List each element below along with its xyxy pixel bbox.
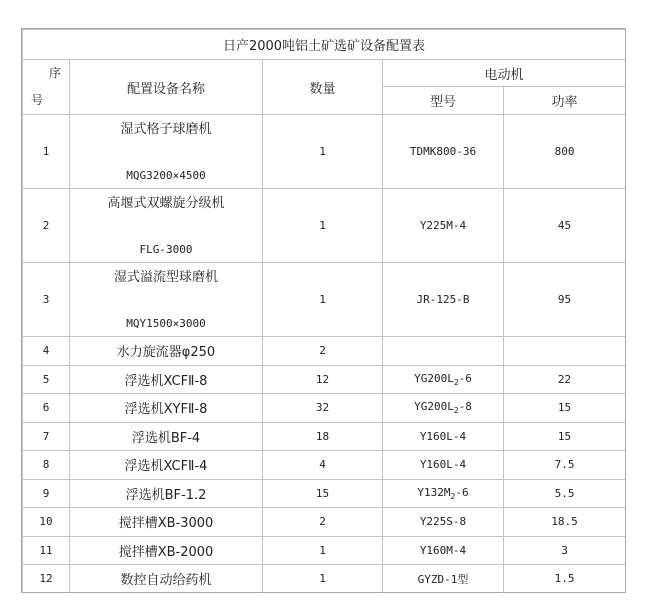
table-row: [22, 336, 625, 365]
table-row: [22, 507, 625, 536]
model-cell: JR-125-B: [382, 262, 503, 336]
model-cell: [382, 365, 503, 394]
table-title: 日产2000吨铝土矿选矿设备配置表: [22, 29, 625, 59]
table-row: [22, 188, 625, 262]
seq-header: [22, 59, 69, 114]
name-cell: [69, 114, 262, 188]
power-cell: 7.5: [503, 450, 625, 479]
seq-cell: 10: [22, 507, 69, 536]
qty-cell: 4: [262, 450, 382, 479]
table-row: [22, 564, 625, 593]
model-subscript: 2: [453, 377, 459, 387]
name-header: 配置设备名称: [69, 59, 262, 114]
name-cell: 水力旋流器φ250: [69, 336, 262, 365]
name-cell: 浮选机BF-4: [69, 422, 262, 451]
power-cell: 45: [503, 188, 625, 262]
power-cell: 95: [503, 262, 625, 336]
model-suffix: -6: [455, 485, 469, 499]
power-cell: 1.5: [503, 564, 625, 593]
name-line: 高堰式双螺旋分级机: [107, 195, 225, 211]
name-cell: 浮选机XYFⅡ-8: [69, 393, 262, 422]
qty-cell: 1: [262, 536, 382, 565]
seq-cell: 11: [22, 536, 69, 565]
spec-line: FLG-3000: [139, 242, 193, 256]
seq-header-line2: 号: [31, 93, 44, 107]
table-row: [22, 114, 625, 188]
name-cell: 浮选机XCFⅡ-4: [69, 450, 262, 479]
seq-cell: 5: [22, 365, 69, 394]
seq-cell: 3: [22, 262, 69, 336]
model-header: 型号: [382, 86, 503, 114]
power-header: 功率: [503, 86, 625, 114]
qty-cell: 2: [262, 507, 382, 536]
name-line: 湿式溢流型球磨机: [113, 269, 218, 285]
name-cell: 搅拌槽XB-2000: [69, 536, 262, 565]
equipment-table: [22, 29, 625, 593]
name-cell: 浮选机BF-1.2: [69, 479, 262, 508]
seq-cell: 7: [22, 422, 69, 451]
model-cell: [382, 479, 503, 508]
seq-cell: 6: [22, 393, 69, 422]
qty-cell: 1: [262, 114, 382, 188]
qty-cell: 1: [262, 262, 382, 336]
name-cell: 浮选机XCFⅡ-8: [69, 365, 262, 394]
model-cell: [382, 393, 503, 422]
model-subscript: 2: [450, 491, 456, 501]
power-cell: 800: [503, 114, 625, 188]
table-row: [22, 536, 625, 565]
power-cell: 3: [503, 536, 625, 565]
qty-cell: 15: [262, 479, 382, 508]
power-cell: 5.5: [503, 479, 625, 508]
motor-header: 电动机: [382, 59, 625, 86]
spec-line: MQG3200×4500: [126, 168, 206, 182]
name-cell: [69, 262, 262, 336]
header-row-1: [22, 59, 625, 86]
seq-cell: 8: [22, 450, 69, 479]
model-main: YG200L: [414, 371, 454, 385]
model-cell: Y160L-4: [382, 422, 503, 451]
qty-cell: 12: [262, 365, 382, 394]
power-cell: 18.5: [503, 507, 625, 536]
power-cell: 22: [503, 365, 625, 394]
qty-header: 数量: [262, 59, 382, 114]
name-line: 湿式格子球磨机: [120, 121, 212, 137]
table-title-row: [22, 29, 625, 59]
power-cell: [503, 336, 625, 365]
model-cell: GYZD-1型: [382, 564, 503, 593]
model-cell: TDMK800-36: [382, 114, 503, 188]
model-cell: Y225M-4: [382, 188, 503, 262]
power-cell: 15: [503, 422, 625, 451]
model-subscript: 2: [453, 406, 459, 416]
table-row: [22, 365, 625, 394]
table-row: [22, 262, 625, 336]
seq-cell: 9: [22, 479, 69, 508]
table-row: [22, 450, 625, 479]
qty-cell: 2: [262, 336, 382, 365]
model-cell: Y160L-4: [382, 450, 503, 479]
qty-cell: 32: [262, 393, 382, 422]
name-cell: 数控自动给药机: [69, 564, 262, 593]
qty-cell: 1: [262, 188, 382, 262]
name-cell: [69, 188, 262, 262]
seq-header-line1: 序: [48, 66, 61, 80]
seq-cell: 4: [22, 336, 69, 365]
model-suffix: -6: [458, 371, 472, 385]
model-main: Y132M: [417, 485, 451, 499]
name-cell: 搅拌槽XB-3000: [69, 507, 262, 536]
model-cell: [382, 336, 503, 365]
seq-cell: 12: [22, 564, 69, 593]
table-row: [22, 422, 625, 451]
model-main: YG200L: [414, 400, 454, 414]
model-suffix: -8: [458, 400, 472, 414]
power-cell: 15: [503, 393, 625, 422]
model-cell: Y225S-8: [382, 507, 503, 536]
qty-cell: 1: [262, 564, 382, 593]
model-cell: Y160M-4: [382, 536, 503, 565]
table-row: [22, 479, 625, 508]
qty-cell: 18: [262, 422, 382, 451]
table-row: [22, 393, 625, 422]
seq-cell: 2: [22, 188, 69, 262]
seq-cell: 1: [22, 114, 69, 188]
spec-line: MQY1500×3000: [126, 316, 206, 330]
